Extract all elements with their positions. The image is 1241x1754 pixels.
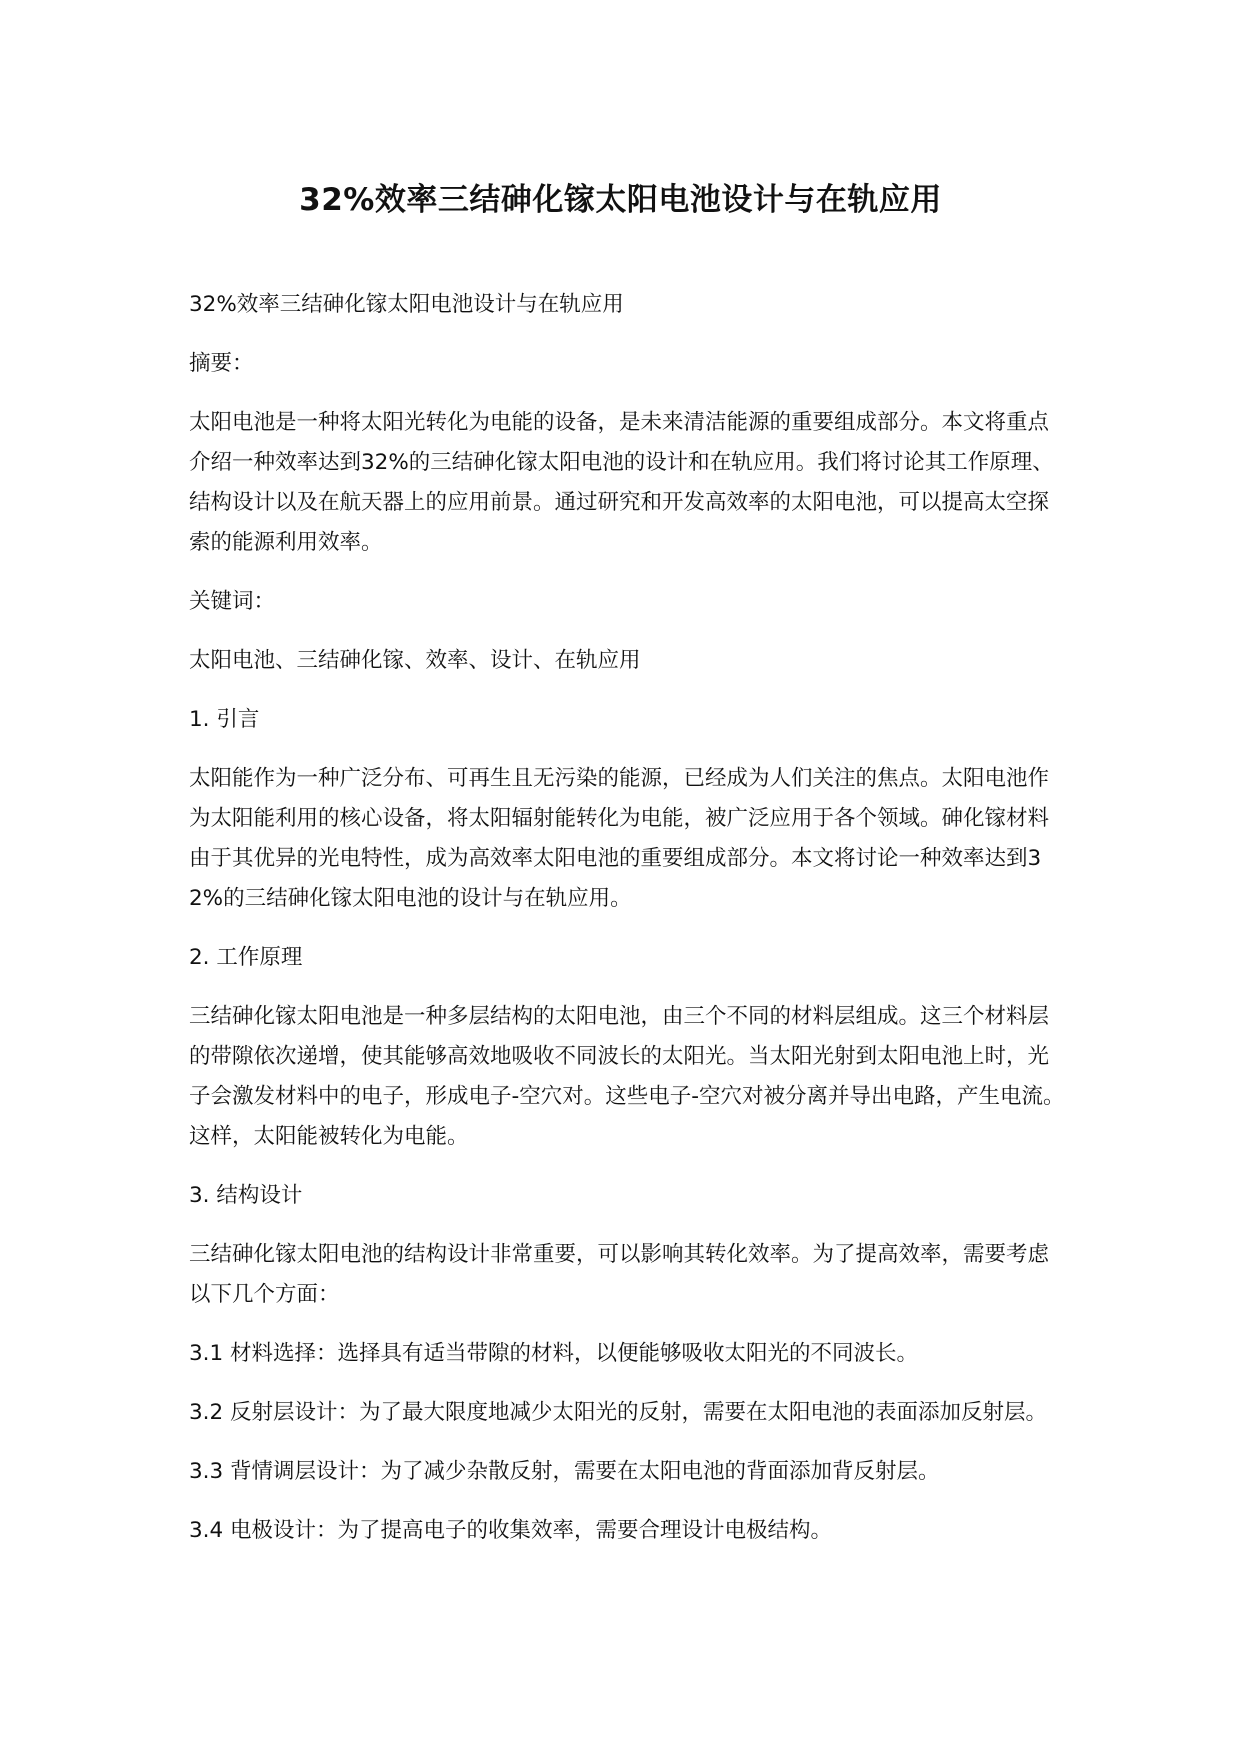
introduction-paragraph: 太阳能作为一种广泛分布、可再生且无污染的能源，已经成为人们关注的焦点。太阳电池作为太阳能利用的核心设备，将太阳辐射能转化为电能，被广泛应用于各个领域。砷化镓材料由于其优异的光电特性，成为高效率太阳电池的重要组成部分。本文将讨论一种效率达到32%的三结砷化镓太阳电池的设计与在轨应用。: [189, 766, 1050, 911]
section-heading-structure: 3. 结构设计: [189, 1183, 303, 1208]
section-heading-introduction: 1. 引言: [189, 707, 260, 732]
subsection-reflective-layer: 3.2 反射层设计：为了最大限度地减少太阳光的反射，需要在太阳电池的表面添加反射层。: [189, 1400, 1048, 1425]
document-body: [189, 285, 1069, 1570]
structure-paragraph: 三结砷化镓太阳电池的结构设计非常重要，可以影响其转化效率。为了提高效率，需要考虑以下几个方面：: [189, 1242, 1050, 1307]
section-heading-principle: 2. 工作原理: [189, 945, 303, 970]
keywords-paragraph: 太阳电池、三结砷化镓、效率、设计、在轨应用: [189, 648, 641, 673]
keywords-heading: 关键词：: [189, 589, 276, 614]
abstract-paragraph: 太阳电池是一种将太阳光转化为电能的设备，是未来清洁能源的重要组成部分。本文将重点介绍一种效率达到32%的三结砷化镓太阳电池的设计和在轨应用。我们将讨论其工作原理、结构设计以及在航天器上的应用前景。通过研究和开发高效率的太阳电池，可以提高太空探索的能源利用效率。: [189, 410, 1054, 555]
document-title: 32%效率三结砷化镓太阳电池设计与在轨应用: [299, 182, 942, 218]
subtitle-paragraph: 32%效率三结砷化镓太阳电池设计与在轨应用: [189, 292, 624, 317]
principle-paragraph: 三结砷化镓太阳电池是一种多层结构的太阳电池，由三个不同的材料层组成。这三个材料层的带隙依次递增，使其能够高效地吸收不同波长的太阳光。当太阳光射到太阳电池上时，光子会激发材料中的电子，形成电子-空穴对。这些电子-空穴对被分离并导出电路，产生电流。这样，太阳能被转化为电能。: [189, 1004, 1065, 1149]
subsection-electrode-design: 3.4 电极设计：为了提高电子的收集效率，需要合理设计电极结构。: [189, 1518, 833, 1543]
abstract-heading: 摘要：: [189, 351, 254, 376]
subsection-material-selection: 3.1 材料选择：选择具有适当带隙的材料，以便能够吸收太阳光的不同波长。: [189, 1341, 919, 1366]
subsection-back-layer: 3.3 背情调层设计：为了减少杂散反射，需要在太阳电池的背面添加背反射层。: [189, 1459, 940, 1484]
